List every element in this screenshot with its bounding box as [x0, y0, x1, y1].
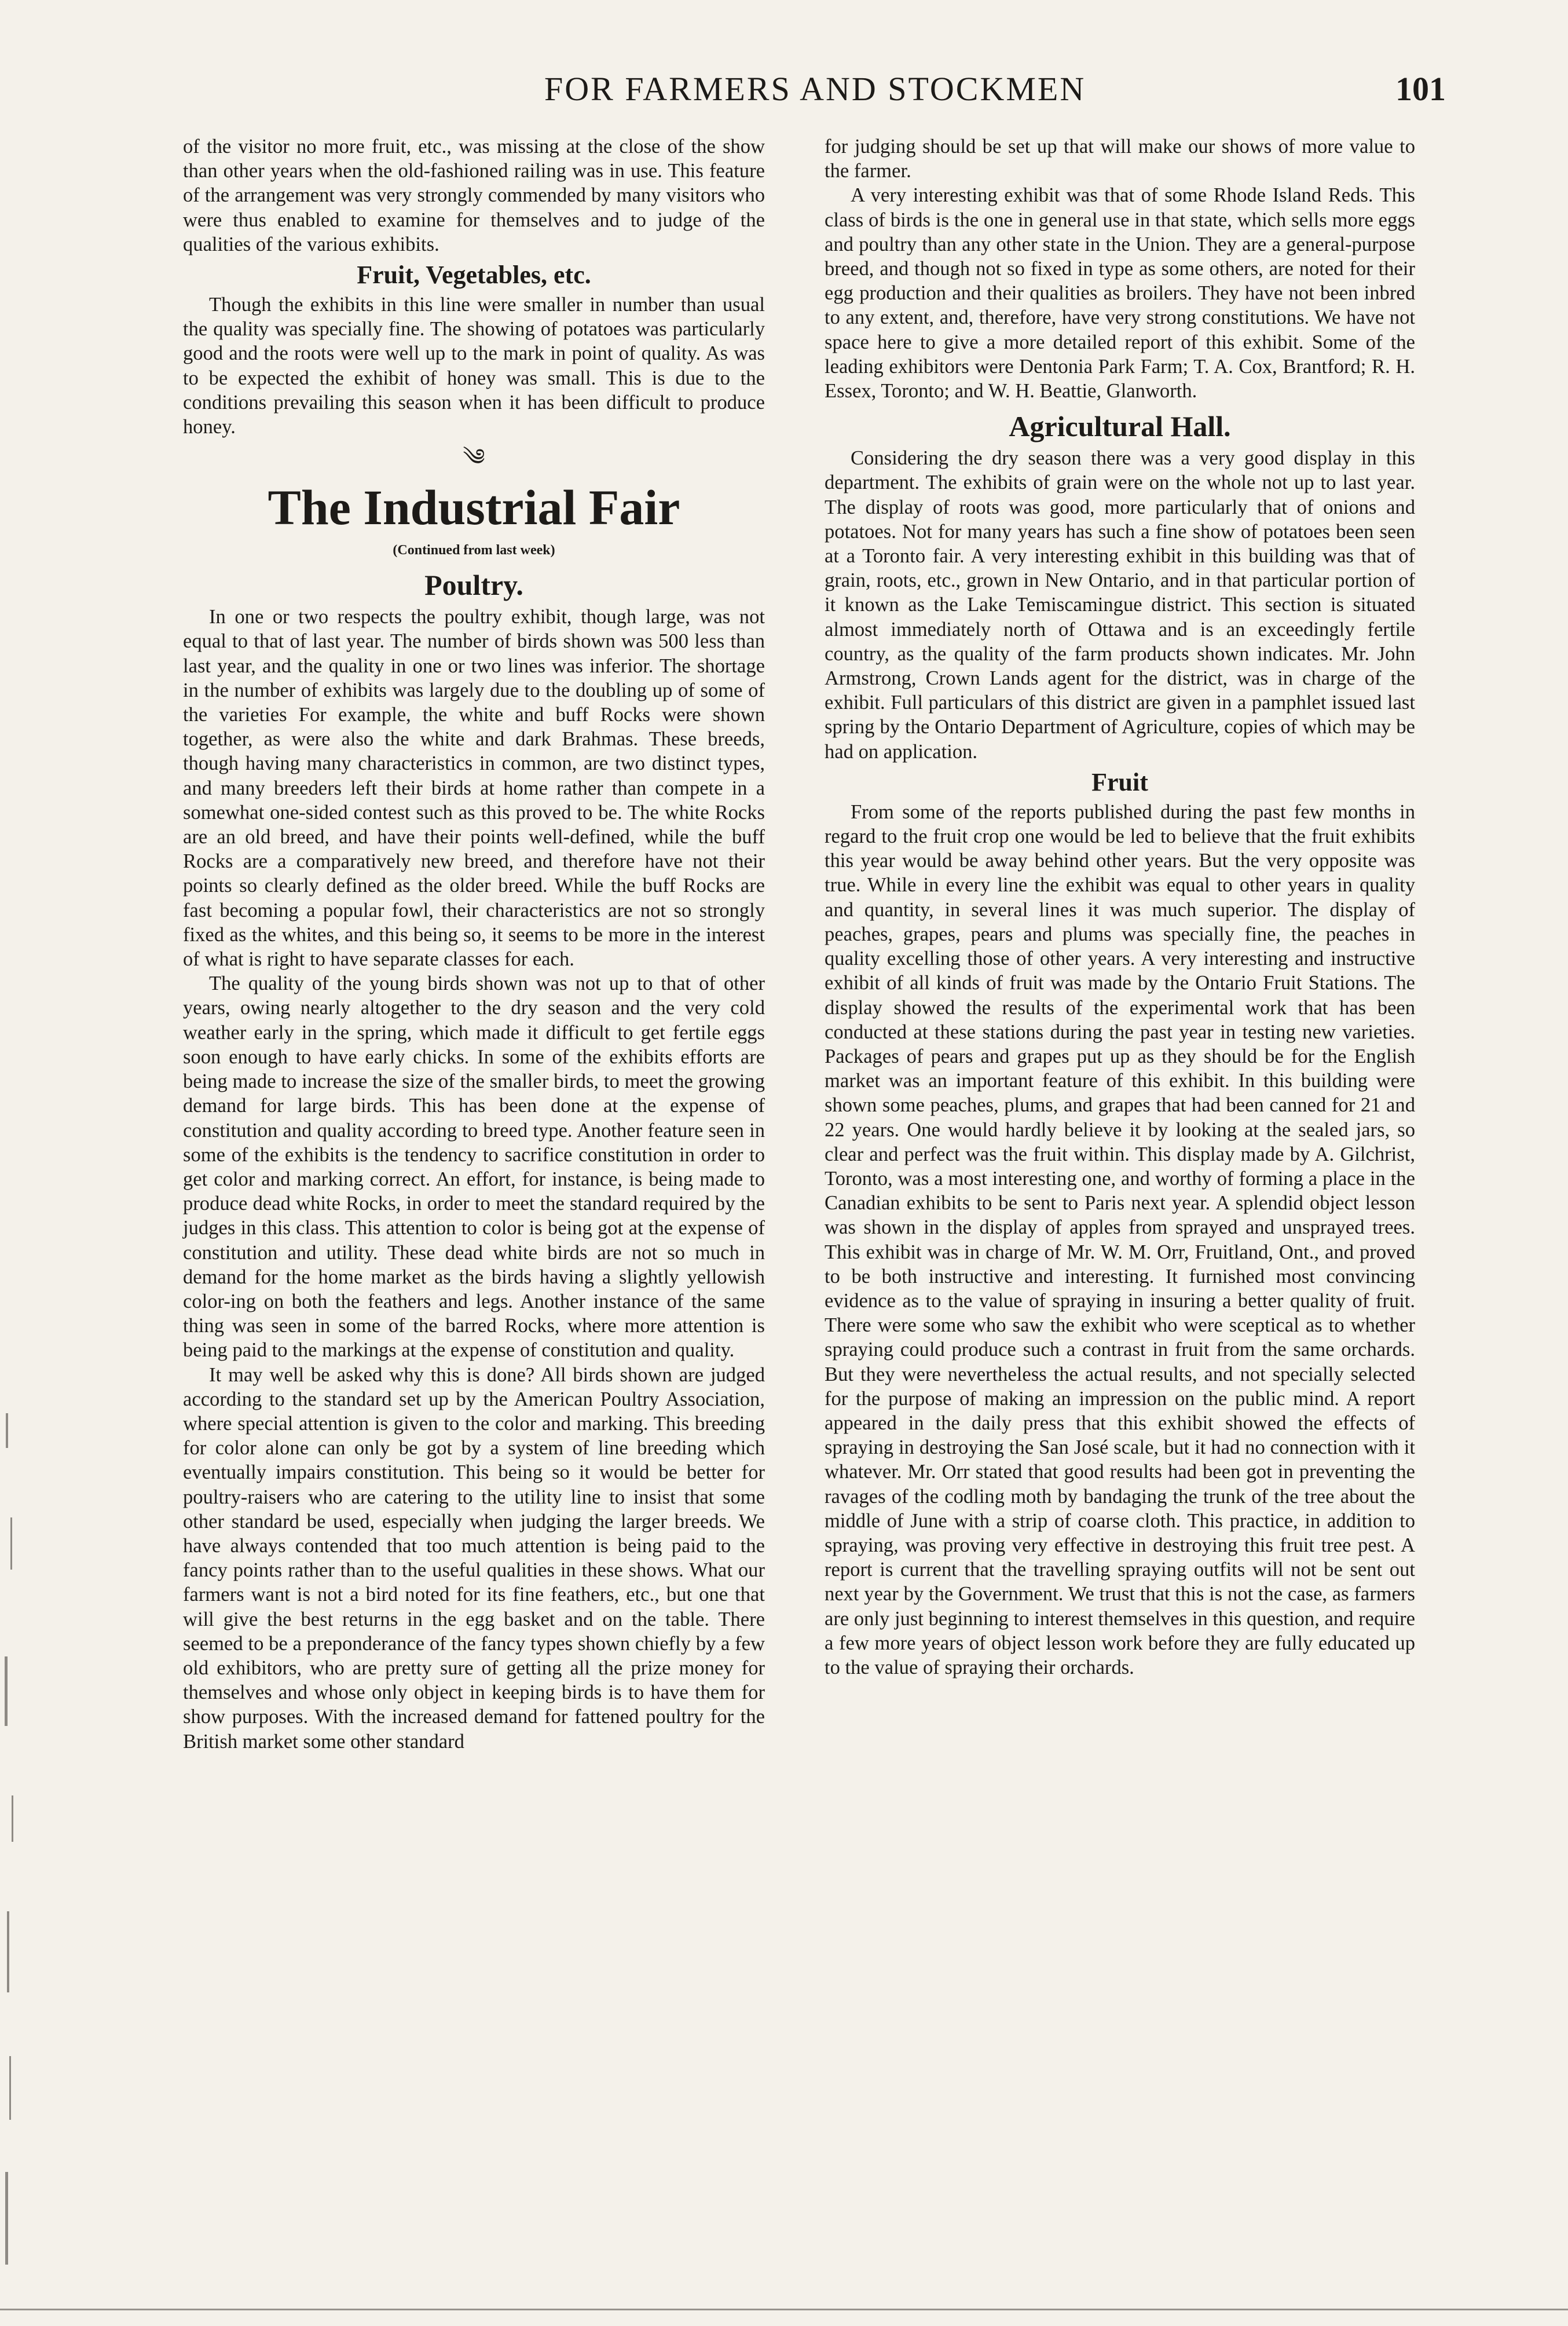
- poultry-paragraph: The quality of the young birds shown was not up to that of other years, owing nearly altogether to the dry season and the very cold weather early in the spring, which made it difficult to get fertile eggs soon enough to have early chicks. In some of the exhibits efforts are being made to increase the size of the smaller birds, to meet the growing demand for large birds. This has been done at the expense of constitution and quality according to breed type. Another feature seen in some of the exhibits is the tendency to sacrifice constitution in order to get color and marking correct. An effort, for instance, is being made to produce dead white Rocks, in order to meet the standard required by the judges in this class. This attention to color is being got at the expense of constitution and utility. These dead white birds are not so much in demand for the home market as the birds having a slightly yellowish color-ing on both the feathers and legs. Another instance of the same thing was seen in some of the barred Rocks, where more attention is being paid to the markings at the expense of constitution and quality.: [183, 972, 765, 1362]
- agricultural-hall-paragraph: Considering the dry season there was a very good display in this department. The exhibits of grain were on the whole not up to last year. The display of roots was good, more particularly that of onions and potatoes. Not for many years has such a fine show of potatoes been seen at a Toronto fair. A very interesting exhibit in this building was that of grain, roots, etc., grown in New Ontario, and in that particular portion of it known as the Lake Temiscamingue district. This section is situated almost immediately north of Ottawa and is an exceedingly fertile country, as the quality of the farm products shown indicates. Mr. John Armstrong, Crown Lands agent for the district, was in charge of the exhibit. Full particulars of this district are given in a pamphlet issued last spring by the Ontario Department of Agriculture, copies of which may be had on application.: [825, 447, 1415, 763]
- agricultural-hall-heading: Agricultural Hall.: [1009, 410, 1231, 443]
- right-column: [825, 134, 1415, 1680]
- continued-note: (Continued from last week): [393, 543, 555, 558]
- rhode-island-paragraph: A very interesting exhibit was that of some Rhode Island Reds. This class of birds is the one in general use in that state, which sells more eggs and poultry than any other state in the Union. They are a general-purpose breed, and though not so fixed in type as some others, are noted for their egg production and their qualities as broilers. They have not been inbred to any extent, and, therefore, have very strong constitutions. We have not space here to give a more detailed report of this exhibit. Some of the leading exhibitors were Dentonia Park Farm; T. A. Cox, Brantford; R. H. Essex, Toronto; and W. H. Beattie, Glanworth.: [825, 184, 1415, 403]
- opening-paragraph-left: of the visitor no more fruit, etc., was missing at the close of the show than other years when the old-fashioned railing was in use. This feature of the arrangement was very strongly commended by many visitors who were thus enabled to examine for themselves and to judge of the qualities of the various exhibits.: [183, 136, 765, 255]
- fruit-vegetables-paragraph: Though the exhibits in this line were smaller in number than usual the quality was specially fine. The showing of potatoes was particularly good and the roots were well up to the mark in point of quality. As was to be expected the exhibit of honey was small. This is due to the conditions prevailing this season when it has been difficult to produce honey.: [183, 294, 765, 438]
- opening-paragraph-right: for judging should be set up that will make our shows of more value to the farmer.: [825, 136, 1415, 182]
- fruit-vegetables-heading: Fruit, Vegetables, etc.: [357, 261, 591, 290]
- fruit-paragraph: From some of the reports published during the past few months in regard to the fruit crop one would be led to believe that the fruit exhibits this year would be away behind other years. But the very opposite was true. While in every line the exhibit was equal to other years in quality and quantity, in several lines it was much superior. The display of peaches, grapes, pears and plums was specially fine, the peaches in quality excelling those of other years. A very interesting and instructive exhibit of all kinds of fruit was made by the Ontario Fruit Stations. The display showed the results of the experimental work that has been conducted at these stations during the past year in testing new varieties. Packages of pears and grapes put up as they should be for the English market was an important feature of this exhibit. In this building were shown some peaches, plums, and grapes that had been canned for 21 and 22 years. One would hardly believe it by looking at the sealed jars, so clear and perfect was the fruit within. This display made by A. Gilchrist, Toronto, was a most interesting one, and worthy of forming a place in the Canadian exhibits to be sent to Paris next year. A splendid object lesson was shown in the display of apples from sprayed and unsprayed trees. This exhibit was in charge of Mr. W. M. Orr, Fruitland, Ont., and proved to be both instructive and interesting. It furnished most convincing evidence as to the value of spraying in insuring a better quality of fruit. There were some who saw the exhibit who were sceptical as to whether spraying could produce such a contrast in fruit from the same orchards. But they were nevertheless the actual results, and not specially selected for the purpose of making an impression on the public mind. A report appeared in the daily press that this exhibit showed the effects of spraying in destroying the San José scale, but it had no connection with it whatever. Mr. Orr stated that good results had been got in preventing the ravages of the codling moth by bandaging the trunk of the tree about the middle of June with a strip of coarse cloth. This practice, in addition to spraying, was proving very effective in destroying this fruit tree pest. A report is current that the travelling spraying outfits will not be sent out next year by the Government. We trust that this is not the case, as farmers are only just beginning to interest themselves in this question, and require a few more years of object lesson work before they are fully educated up to the value of spraying their orchards.: [825, 800, 1415, 1678]
- fruit-heading: Fruit: [1091, 767, 1148, 796]
- page-number: 101: [1395, 70, 1446, 108]
- poultry-heading: Poultry.: [424, 569, 523, 602]
- poultry-paragraph: It may well be asked why this is done? All birds shown are judged according to the standard set up by the American Poultry Association, where special attention is given to the color and marking. This breeding for color alone can only be got by a system of line breeding which eventually impairs constitution. This being so it would be better for poultry-raisers who are catering to the utility line to insist that some other standard be used, especially when judging the larger breeds. We have always contended that too much attention is being paid to the fancy points rather than to the useful qualities in these shows. What our farmers want is not a bird noted for its fine feathers, etc., but one that will give the best returns in the egg basket and on the table. There seemed to be a preponderance of the fancy types shown chiefly by a few old exhibitors, who are pretty sure of getting all the prize money for themselves and whose only object in keeping birds is to have them for show purposes. With the increased demand for fattened poultry for the British market some other standard: [183, 1363, 765, 1753]
- poultry-paragraph: In one or two respects the poultry exhibit, though large, was not equal to that of last year. The number of birds shown was 500 less than last year, and the quality in one or two lines was inferior. The shortage in the number of exhibits was largely due to the doubling up of some of the varieties For example, the white and buff Rocks were shown together, as were also the white and dark Brahmas. These breeds, though having many characteristics in common, are two distinct types, and many breeders left their birds at home rather than compete in a somewhat one-sided contest such as this proved to be. The white Rocks are an old breed, and have their points well-defined, while the buff Rocks are a comparatively new breed, and therefore have not their points so clearly defined as the older breed. While the buff Rocks are fast becoming a popular fowl, their characteristics are not so strongly fixed as the whites, and this being so, it seems to be more in the interest of what is right to have separate classes for each.: [183, 606, 765, 971]
- running-title: FOR FARMERS AND STOCKMEN: [544, 70, 1086, 108]
- binding-speckle-marks: [0, 1390, 69, 2294]
- article-title: The Industrial Fair: [268, 480, 680, 536]
- bottom-edge-rule: [0, 2294, 1568, 2326]
- left-column: [183, 134, 765, 1754]
- section-ornament: ༄: [463, 444, 485, 471]
- running-head: [0, 70, 1568, 122]
